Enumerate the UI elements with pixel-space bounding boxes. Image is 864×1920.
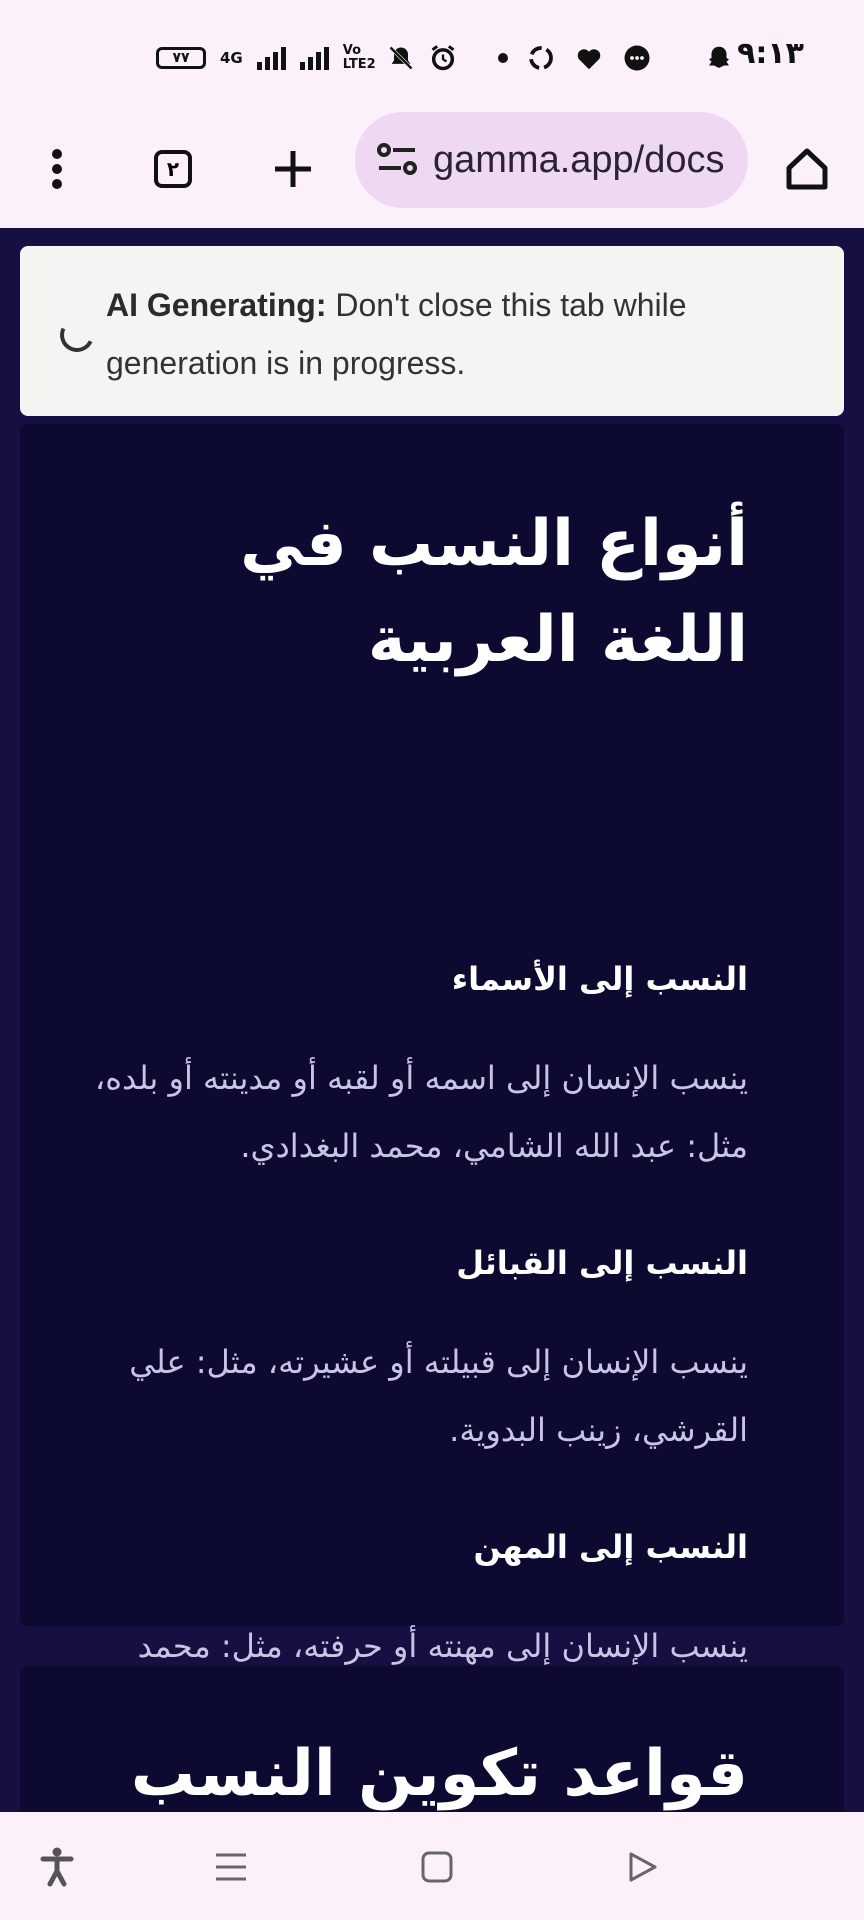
card-title: أنواع النسب في اللغة العربية — [240, 507, 748, 677]
card-title: قواعد تكوين النسب — [130, 1737, 748, 1811]
section-heading: النسب إلى الأسماء — [451, 960, 748, 998]
tab-switcher-button[interactable] — [138, 134, 208, 204]
system-nav-bar — [0, 1812, 864, 1920]
back-icon[interactable] — [618, 1842, 668, 1892]
section-body: ينسب الإنسان إلى مهنته أو حرفته، مثل: محمد — [137, 1627, 748, 1665]
chat-app-icon — [622, 43, 652, 73]
page-content[interactable] — [0, 228, 864, 1812]
volte-label: Vo LTE2 — [342, 43, 376, 72]
card-nisba-rules — [20, 1666, 844, 1812]
status-bar — [0, 0, 864, 110]
section-heading: النسب إلى المهن — [473, 1528, 748, 1566]
signal-icon — [257, 46, 286, 70]
clock: ٩:١٣ — [737, 36, 804, 71]
sync-app-icon — [526, 43, 556, 73]
tune-icon[interactable] — [377, 140, 417, 180]
battery-icon — [156, 47, 206, 69]
banner-message — [106, 276, 826, 392]
heart-app-icon — [574, 43, 604, 73]
banner-title: AI Generating: — [106, 287, 327, 323]
section-body: ينسب الإنسان إلى اسمه أو لقبه أو مدينته أو بلده، مثل: عبد الله الشامي، محمد البغدادي. — [94, 1059, 748, 1165]
signal-2-icon — [300, 46, 329, 70]
battery-level: ٧٧ — [172, 50, 190, 66]
alarm-icon — [429, 44, 457, 72]
address-bar[interactable] — [355, 112, 748, 208]
home-icon[interactable] — [772, 134, 842, 204]
section-body: ينسب الإنسان إلى قبيلته أو عشيرته، مثل: علي القرشي، زينب البدوية. — [129, 1343, 748, 1449]
tab-count: ٢ — [154, 150, 192, 188]
plus-icon[interactable] — [258, 134, 328, 204]
loading-spinner-icon — [55, 313, 99, 357]
ai-generating-banner — [20, 246, 844, 416]
status-icons-left — [156, 38, 457, 78]
section-heading: النسب إلى القبائل — [456, 1244, 748, 1282]
url-text[interactable]: gamma.app/docs — [433, 138, 725, 181]
mute-icon — [387, 44, 415, 72]
banner-text: Don't close this tab while generation is in progress. — [106, 287, 687, 381]
more-vert-icon[interactable] — [22, 134, 92, 204]
home-nav-icon[interactable] — [412, 1842, 462, 1892]
network-type: 4G — [220, 49, 243, 67]
card-types-of-nisba — [20, 424, 844, 1665]
recents-icon[interactable] — [206, 1842, 256, 1892]
status-icons-right — [498, 38, 734, 78]
snapchat-icon — [704, 43, 734, 73]
browser-toolbar — [0, 110, 864, 228]
accessibility-icon[interactable] — [32, 1842, 82, 1892]
dot-icon — [498, 53, 508, 63]
